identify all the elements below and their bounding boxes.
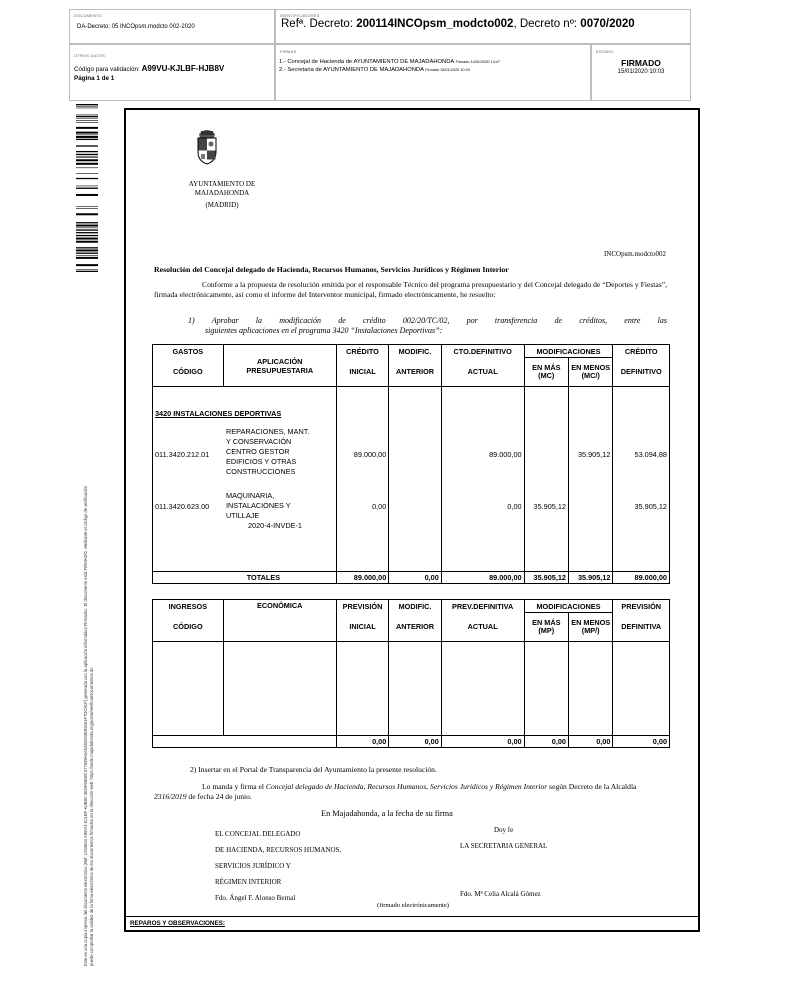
verification-text-1: Este es una copia impresa del documento electrónico (Ref: 1253844 A99VU-KJLBF-HJB8V 0EDF6808C377689A5A0482033E99461F7DC81F) generada con la aplicación informática Firmadoc. El documento está FIRMADO. Mediante el código de verificación [83,485,88,966]
inicial-header: INICIAL [336,358,389,387]
barcode-bar [76,269,98,270]
row-1-desc-line: CENTRO GESTOR [226,447,290,456]
barcode-bar [76,206,98,207]
barcode-bar [76,249,98,251]
row-1-desc-line: Y CONSERVACIÓN [226,437,292,446]
barcode-bar [76,116,98,117]
ingresos-totales-menos: 0,00 [568,736,612,748]
reparos-label: REPAROS Y OBSERVACIONES: [130,920,225,927]
barcode-bar [76,257,98,259]
row-2-desc-line: UTILLAJE [226,511,260,520]
gastos-header-row-1 [153,345,670,358]
actual-col [441,387,524,572]
row-1-inicial: 89.000,00 [353,450,387,459]
signature-left-line: DE HACIENDA, RECURSOS HUMANOS, [215,846,342,854]
row-2-desc-line: MAQUINARIA, [226,491,275,500]
letterhead-line-1: AYUNTAMIENTO DE [188,180,256,188]
place-date: En Majadahonda, a la fecha de su firma [321,809,453,818]
estado-date: 15/01/2020 10:03 [617,69,665,75]
identificadores-label: IDENTIFICADORES [280,13,320,18]
barcode [76,104,98,272]
prevision-header: PREVISIÓN [336,600,389,613]
totales-label: TOTALES [153,572,337,584]
gastos-table [152,344,670,584]
ingresos-body [153,642,670,736]
row-2-definitivo: 35.905,12 [634,502,667,511]
en-mas-header: EN MÁS (MC) [524,358,568,387]
modific-header: MODIFIC. [389,345,442,358]
electronic-note: (firmado electrónicamente) [377,902,449,909]
validation-label: Código para validación: [74,66,142,73]
barcode-bar [76,229,98,230]
firma-2-text: 2.- Secretaria de AYUNTAMIENTO DE MAJADAHONDA [279,67,424,73]
letterhead-line-2: MAJADAHONDA [194,189,250,197]
ingresos-table [152,599,670,748]
manda-decree: 2316/2019 [154,792,187,801]
barcode-bar [76,186,98,187]
en-menos-header: EN MENOS (MC/) [568,358,612,387]
point-1 [188,316,667,336]
barcode-bar [76,118,98,119]
barcode-bar [76,163,98,165]
ingresos-actual-header: ACTUAL [441,613,524,642]
barcode-bar [76,157,98,158]
modificaciones-header: MODIFICACIONES [524,345,613,358]
ingresos-totales-definitivo: 0,00 [613,736,670,748]
cto-definitivo-header: CTO.DEFINITIVO [441,345,524,358]
barcode-bar [76,213,98,215]
barcode-bar [76,108,98,109]
manda-c: de fecha 24 de junio. [186,792,252,801]
inicial-col [336,387,389,572]
prevision-def-header: PREVISIÓN [613,600,670,613]
barcode-bar [76,232,98,233]
barcode-bar [76,127,98,129]
barcode-bar [76,264,98,266]
row-1-definitivo: 53.094,88 [634,450,667,459]
ingresos-body-cell [223,642,336,736]
barcode-bar [76,241,98,243]
row-1-desc-line: EDIFICIOS Y OTRAS [226,457,297,466]
anterior-col [389,387,442,572]
ingresos-body-cell [441,642,524,736]
anterior-header: ANTERIOR [389,358,442,387]
ingresos-body-cell [389,642,442,736]
firma-1 [279,59,500,65]
credito-header: CRÉDITO [336,345,389,358]
barcode-bar [76,159,98,161]
ingresos-en-mas-header: EN MÁS (MP) [524,613,568,642]
ref-prefix: Refª. Decreto: [281,18,357,30]
resolution-title: Resolución del Concejal delegado de Hacienda, Recursos Humanos, Servicios Jurídicos y Régimen Interior [154,265,509,274]
estado-cell [591,44,691,101]
row-2-desc-line: INSTALACIONES Y [226,501,291,510]
barcode-bar [76,255,98,256]
row-1-menos: 35.905,12 [577,450,611,459]
validation-code: A99VU-KJLBF-HJB8V [141,64,225,73]
ingresos-body-cell [613,642,670,736]
row-1-desc-line: REPARACIONES, MANT. [226,427,310,436]
ingresos-definitiva-header: DEFINITIVA [613,613,670,642]
decree-reference [281,18,635,30]
barcode-bar [76,120,98,121]
barcode-bar [76,238,98,240]
barcode-bar [76,168,98,169]
barcode-bar [76,208,98,209]
barcode-bar [76,225,98,227]
manda-italic: Concejal delegado de Hacienda, Recursos Humanos, Servicios Jurídicos y Régimen Interior [265,782,548,791]
barcode-bar [76,156,98,157]
row-1-actual: 89.000,00 [489,450,522,459]
barcode-bar [76,222,98,223]
ingresos-anterior-header: ANTERIOR [389,613,442,642]
row-2-code: 011.3420.623.00 [155,502,210,511]
row-2-desc [226,491,302,531]
row-2-actual: 0,00 [507,502,522,511]
letterhead-line-3: (MADRID) [205,201,239,209]
en-menos-col [568,387,612,572]
ingresos-modific-header: MODIFIC. [389,600,442,613]
firma-1-text: 1.- Concejal de Hacienda de AYUNTAMIENTO DE MAJADAHONDA [279,59,454,65]
secretaria-signature: Fdo. Mª Celia Alcalá Gómez [460,890,541,898]
ingresos-header: INGRESOS [153,600,224,613]
ingresos-totales-mas: 0,00 [524,736,568,748]
ingresos-codigo-header: CÓDIGO [153,613,224,642]
secretaria-general: LA SECRETARIA GENERAL [460,842,548,850]
barcode-bar [76,106,98,107]
actual-header: ACTUAL [441,358,524,387]
manda-paragraph [154,782,667,802]
credito-def-header: CRÉDITO [613,345,670,358]
gastos-totals-row [153,572,670,584]
barcode-bar [76,139,98,140]
verification-text-2: puede comprobar la validez de la firma electrónica de los documentos firmados en la dirección web: https://sede.majadahonda.org/portal/verificarDocumentos.do [89,667,94,966]
row-2-mas: 35.905,12 [533,502,566,511]
signature-left [215,826,341,906]
barcode-bar [76,253,98,254]
firmas-label: FIRMAS [280,49,297,54]
otros-datos-label: OTROS DATOS [74,53,105,58]
firmas-cell [275,44,591,101]
barcode-bar [76,154,98,155]
totales-anterior: 0,00 [389,572,442,584]
barcode-bar [76,115,98,116]
ref-mid: , Decreto nº: [513,18,581,30]
doy-fe: Doy fe [494,826,514,834]
intro-paragraph: Conforme a la propuesta de resolución emitida por el responsable Técnico del programa presupuestario y del Concejal delegado de “Deportes y Fiestas”, firmada electrónicamente, así como el informe del Interventor municipal, firmado electrónicamente, he resuelto: [154,280,667,299]
otros-datos-cell [69,44,275,101]
ingresos-body-cell [153,642,224,736]
point-2: 2) Insertar en el Portal de Transparencia del Ayuntamiento la presente resolución. [190,765,437,774]
manda-a: Lo manda y firma el [202,782,266,791]
page-count: Página 1 de 1 [74,75,115,82]
row-1-desc-line: CONSTRUCCIONES [226,467,296,476]
documento-label: DOCUMENTO [74,13,102,18]
totales-actual: 89.000,00 [441,572,524,584]
document-frame [124,108,700,932]
barcode-bar [76,188,98,189]
signature-left-line: SERVICIOS JURÍDICO Y [215,862,291,870]
documento-cell [69,9,275,44]
signature-left-line: EL CONCEJAL DELEGADO [215,830,301,838]
barcode-bar [76,145,98,146]
manda-b: según Decreto de la Alcaldía [547,782,637,791]
estado-value: FIRMADO [621,58,661,68]
definitivo-header: DEFINITIVO [613,358,670,387]
barcode-bar [76,194,98,196]
ingresos-body-cell [336,642,389,736]
barcode-bar [76,228,98,229]
point-1-line-2: siguientes aplicaciones en el programa 3420 “Instalaciones Deportivas”: [205,326,443,335]
ingresos-modificaciones-header: MODIFICACIONES [524,600,613,613]
ref-num: 0070/2020 [580,18,635,30]
barcode-bar [76,135,98,136]
row-1-desc [226,427,309,477]
codigo-header: CÓDIGO [153,358,224,387]
documento-value: DA-Decreto: 05 INCOpsm.modcto 002-2020 [77,24,195,30]
firma-2-date: Firmado 15/01/2020 10:03 [425,68,470,72]
row-2-inicial: 0,00 [372,502,387,511]
ingresos-totales-actual: 0,00 [441,736,524,748]
identificadores-cell [275,9,691,44]
en-mas-col [524,387,568,572]
barcode-bar [76,151,98,152]
ingresos-totals-row [153,736,670,748]
totales-inicial: 89.000,00 [336,572,389,584]
reparos-box [126,916,698,930]
ingresos-body-cell [568,642,612,736]
prev-definitiva-header: PREV.DEFINITIVA [441,600,524,613]
ingresos-totals-label [153,736,337,748]
ingresos-en-menos-header: EN MENOS (MP/) [568,613,612,642]
totales-menos: 35.905,12 [568,572,612,584]
barcode-bar [76,136,98,138]
firma-1-date: Firmado 14/01/2020 14:47 [455,60,501,64]
signature-left-line: Fdo. Ángel F. Alonso Bernal [215,894,296,902]
estado-label: ESTADO [596,49,614,54]
signature-left-line: RÉGIMEN INTERIOR [215,878,282,886]
barcode-bar [76,271,98,272]
gastos-header: GASTOS [153,345,224,358]
barcode-bar [76,173,98,174]
totales-definitivo: 89.000,00 [613,572,670,584]
validation-line [74,64,224,73]
point-1-line-1: 1) Aprobar la modificación de crédito 002/20/TC/02, por transferencia de créditos, entre las [188,316,667,325]
barcode-bar [76,104,98,105]
barcode-bar [76,247,98,248]
economica-header: ECONÓMICA [223,600,336,642]
letterhead [154,180,290,210]
gastos-body [153,387,670,572]
gastos-body-desc [153,387,337,572]
row-2-desc-line: 2020-4-INVDE-1 [248,521,302,530]
ingresos-totales-anterior: 0,00 [389,736,442,748]
barcode-bar [76,122,98,123]
totales-mas: 35.905,12 [524,572,568,584]
document-ref: INCOpsm.modcto002 [603,250,666,258]
section-heading: 3420 INSTALACIONES DEPORTIVAS [155,409,282,418]
ref-code: 200114INCOpsm_modcto002 [356,18,514,30]
ingresos-inicial-header: INICIAL [336,613,389,642]
ingresos-body-cell [524,642,568,736]
aplicacion-header: APLICACIÓN PRESUPUESTARIA [223,345,336,387]
row-1-code: 011.3420.212.01 [155,450,210,459]
coat-of-arms-icon [194,126,220,166]
barcode-bar [76,235,98,236]
ingresos-header-row-1 [153,600,670,613]
barcode-bar [76,132,98,134]
barcode-bar [76,178,98,179]
definitivo-col [613,387,670,572]
firma-2 [279,67,470,73]
ingresos-totales-inicial: 0,00 [336,736,389,748]
